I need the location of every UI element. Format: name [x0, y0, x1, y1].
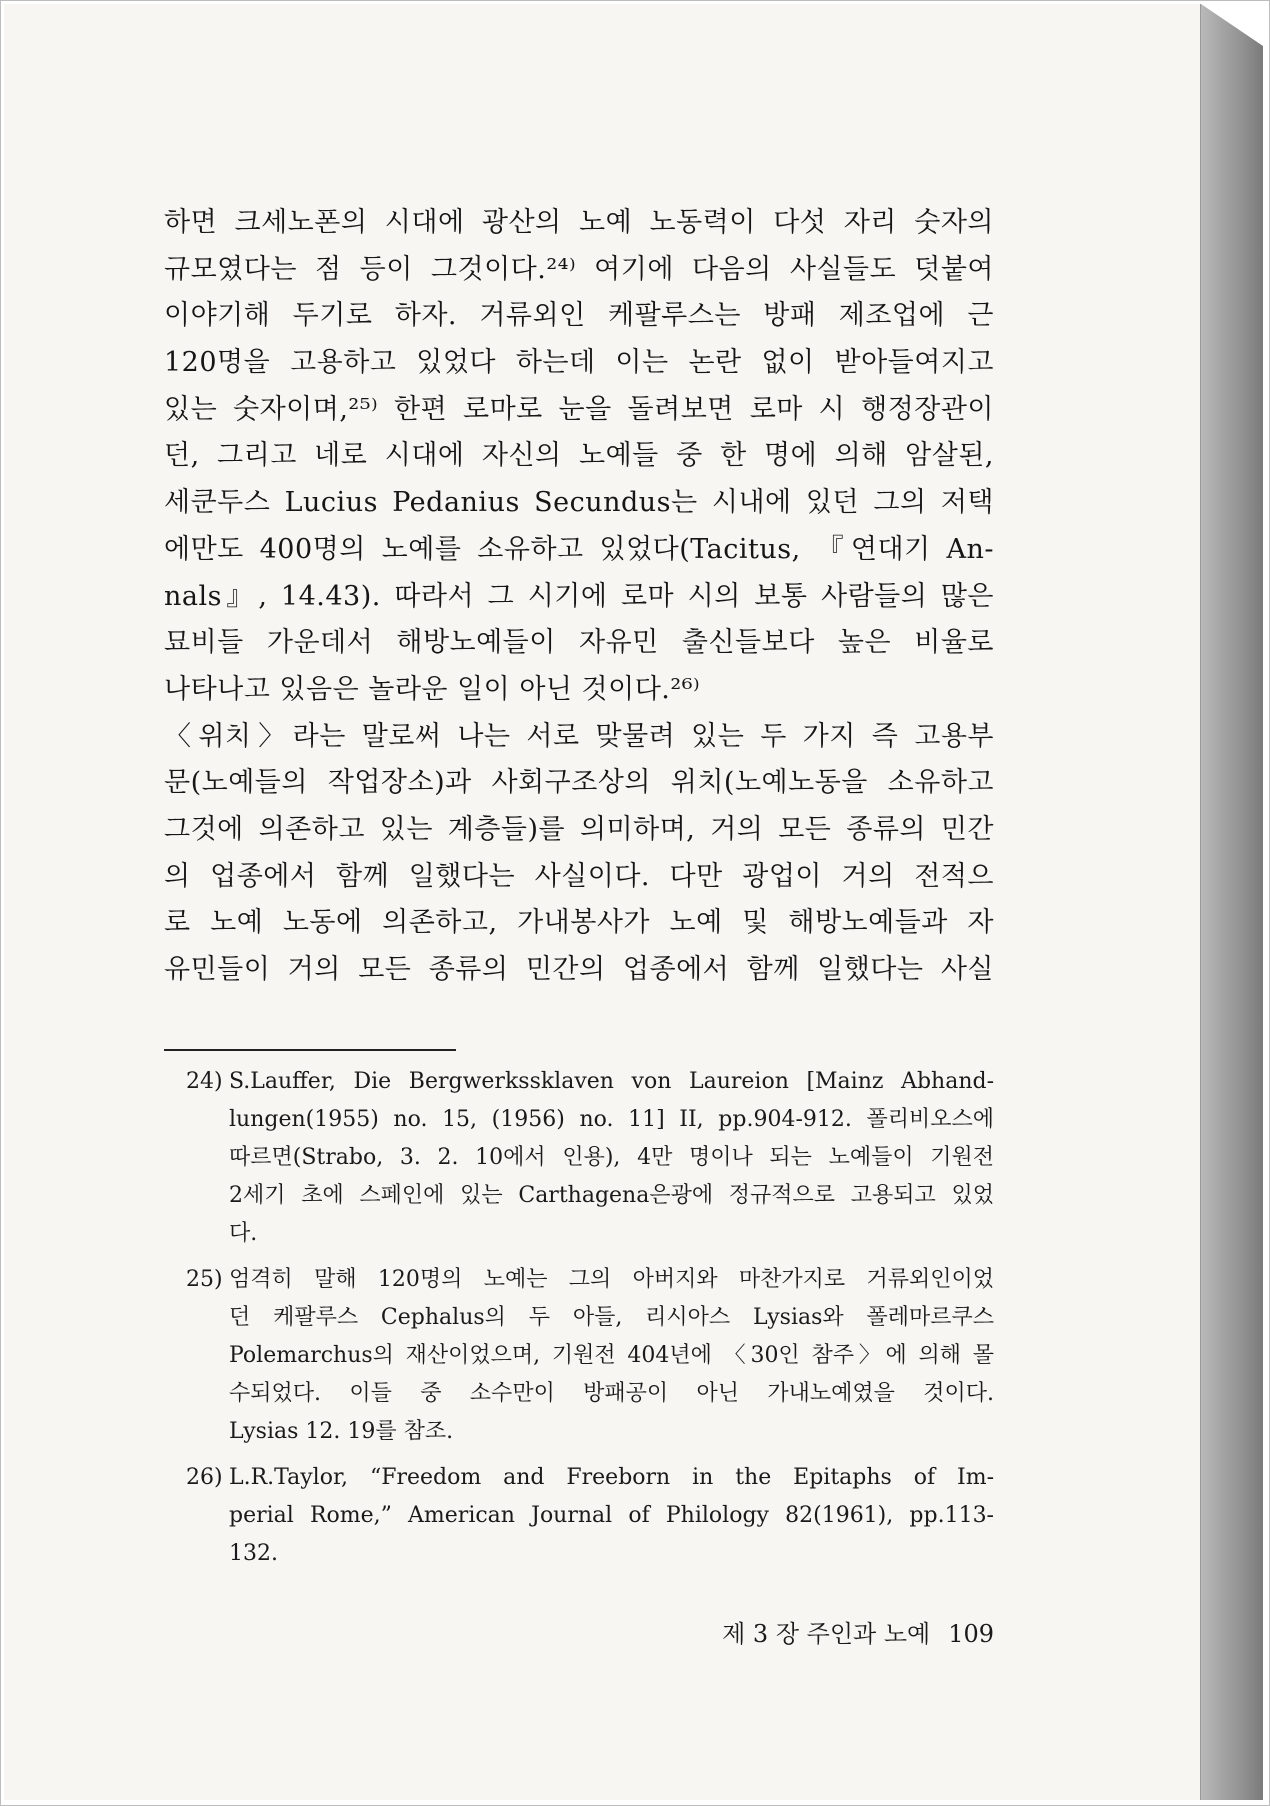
footnote-line: 따르면(Strabo, 3. 2. 10에서 인용), 4만 명이나 되는 노예들이 기원전	[229, 1145, 994, 1170]
body-line: 120명을 고용하고 있었다 하는데 이는 논란 없이 받아들여지고	[164, 347, 994, 379]
footnote-line: 던 케팔루스 Cephalus의 두 아들, 리시아스 Lysias와 폴레마르쿠스	[229, 1305, 994, 1330]
body-line: 세쿤두스 Lucius Pedanius Secundus는 시내에 있던 그의 저택	[164, 487, 994, 519]
chapter-title: 제 3 장 주인과 노예	[722, 1620, 931, 1648]
body-line: 〈위치〉라는 말로써 나는 서로 맞물려 있는 두 가지 즉 고용부	[164, 720, 994, 752]
footnote-line: perial Rome,” American Journal of Philology 82(1961), pp.113-	[229, 1503, 994, 1528]
body-line: 로 노예 노동에 의존하고, 가내봉사가 노예 및 해방노예들과 자	[164, 907, 994, 939]
body-line: 규모였다는 점 등이 그것이다.²⁴⁾ 여기에 다음의 사실들도 덧붙여	[164, 253, 994, 285]
footnote-line: 수되었다. 이들 중 소수만이 방패공이 아닌 가내노예였을 것이다.	[229, 1381, 994, 1406]
book-edge	[1201, 4, 1263, 1800]
body-line: 그것에 의존하고 있는 계층들)를 의미하며, 거의 모든 종류의 민간	[164, 813, 994, 845]
body-line: 하면 크세노폰의 시대에 광산의 노예 노동력이 다섯 자리 숫자의	[164, 207, 994, 238]
footnote-number: 24)	[186, 1069, 223, 1094]
footnote-line: Polemarchus의 재산이었으며, 기원전 404년에 〈30인 참주〉에 의해 몰	[229, 1343, 994, 1368]
body-line: nals』, 14.43). 따라서 그 시기에 로마 시의 보통 사람들의 많은	[164, 580, 994, 612]
body-line: 에만도 400명의 노예를 소유하고 있었다(Tacitus, 『연대기 An-	[164, 533, 994, 565]
footnote-line: 엄격히 말해 120명의 노예는 그의 아버지와 마찬가지로 거류외인이었	[229, 1267, 994, 1292]
footnote-line: 132.	[229, 1541, 278, 1566]
footnote-line: S.Lauffer, Die Bergwerkssklaven von Laureion [Mainz Abhand-	[229, 1069, 994, 1094]
footnote-number: 25)	[186, 1267, 223, 1292]
body-text	[164, 200, 994, 994]
body-line: 의 업종에서 함께 일했다는 사실이다. 다만 광업이 거의 전적으	[164, 860, 994, 892]
page-footer	[690, 1614, 994, 1649]
footnote-divider	[164, 1049, 456, 1051]
footnote-line: lungen(1955) no. 15, (1956) no. 11] II, pp.904-912. 폴리비오스에	[229, 1107, 994, 1132]
footnote-number: 26)	[186, 1465, 223, 1490]
footnotes	[186, 1063, 994, 1581]
page-number: 109	[948, 1620, 994, 1648]
body-line: 있는 숫자이며,²⁵⁾ 한편 로마로 눈을 돌려보면 로마 시 행정장관이	[164, 393, 994, 425]
body-line: 묘비들 가운데서 해방노예들이 자유민 출신들보다 높은 비율로	[164, 627, 994, 659]
footnote-25	[186, 1261, 994, 1451]
footnote-26	[186, 1459, 994, 1573]
footnote-line: 2세기 초에 스페인에 있는 Carthagena은광에 정규적으로 고용되고 있었	[229, 1183, 994, 1208]
footnote-line: Lysias 12. 19를 참조.	[229, 1419, 454, 1444]
body-line: 던, 그리고 네로 시대에 자신의 노예들 중 한 명에 의해 암살된,	[164, 440, 994, 472]
body-line: 이야기해 두기로 하자. 거류외인 케팔루스는 방패 제조업에 근	[164, 300, 994, 332]
footnote-24	[186, 1063, 994, 1253]
body-line: 유민들이 거의 모든 종류의 민간의 업종에서 함께 일했다는 사실	[164, 954, 994, 985]
footnote-line: 다.	[229, 1221, 258, 1246]
body-line: 나타나고 있음은 놀라운 일이 아닌 것이다.²⁶⁾	[164, 673, 701, 705]
body-line: 문(노예들의 작업장소)과 사회구조상의 위치(노예노동을 소유하고	[164, 767, 994, 799]
footnote-line: L.R.Taylor, “Freedom and Freeborn in the Epitaphs of Im-	[229, 1465, 994, 1490]
